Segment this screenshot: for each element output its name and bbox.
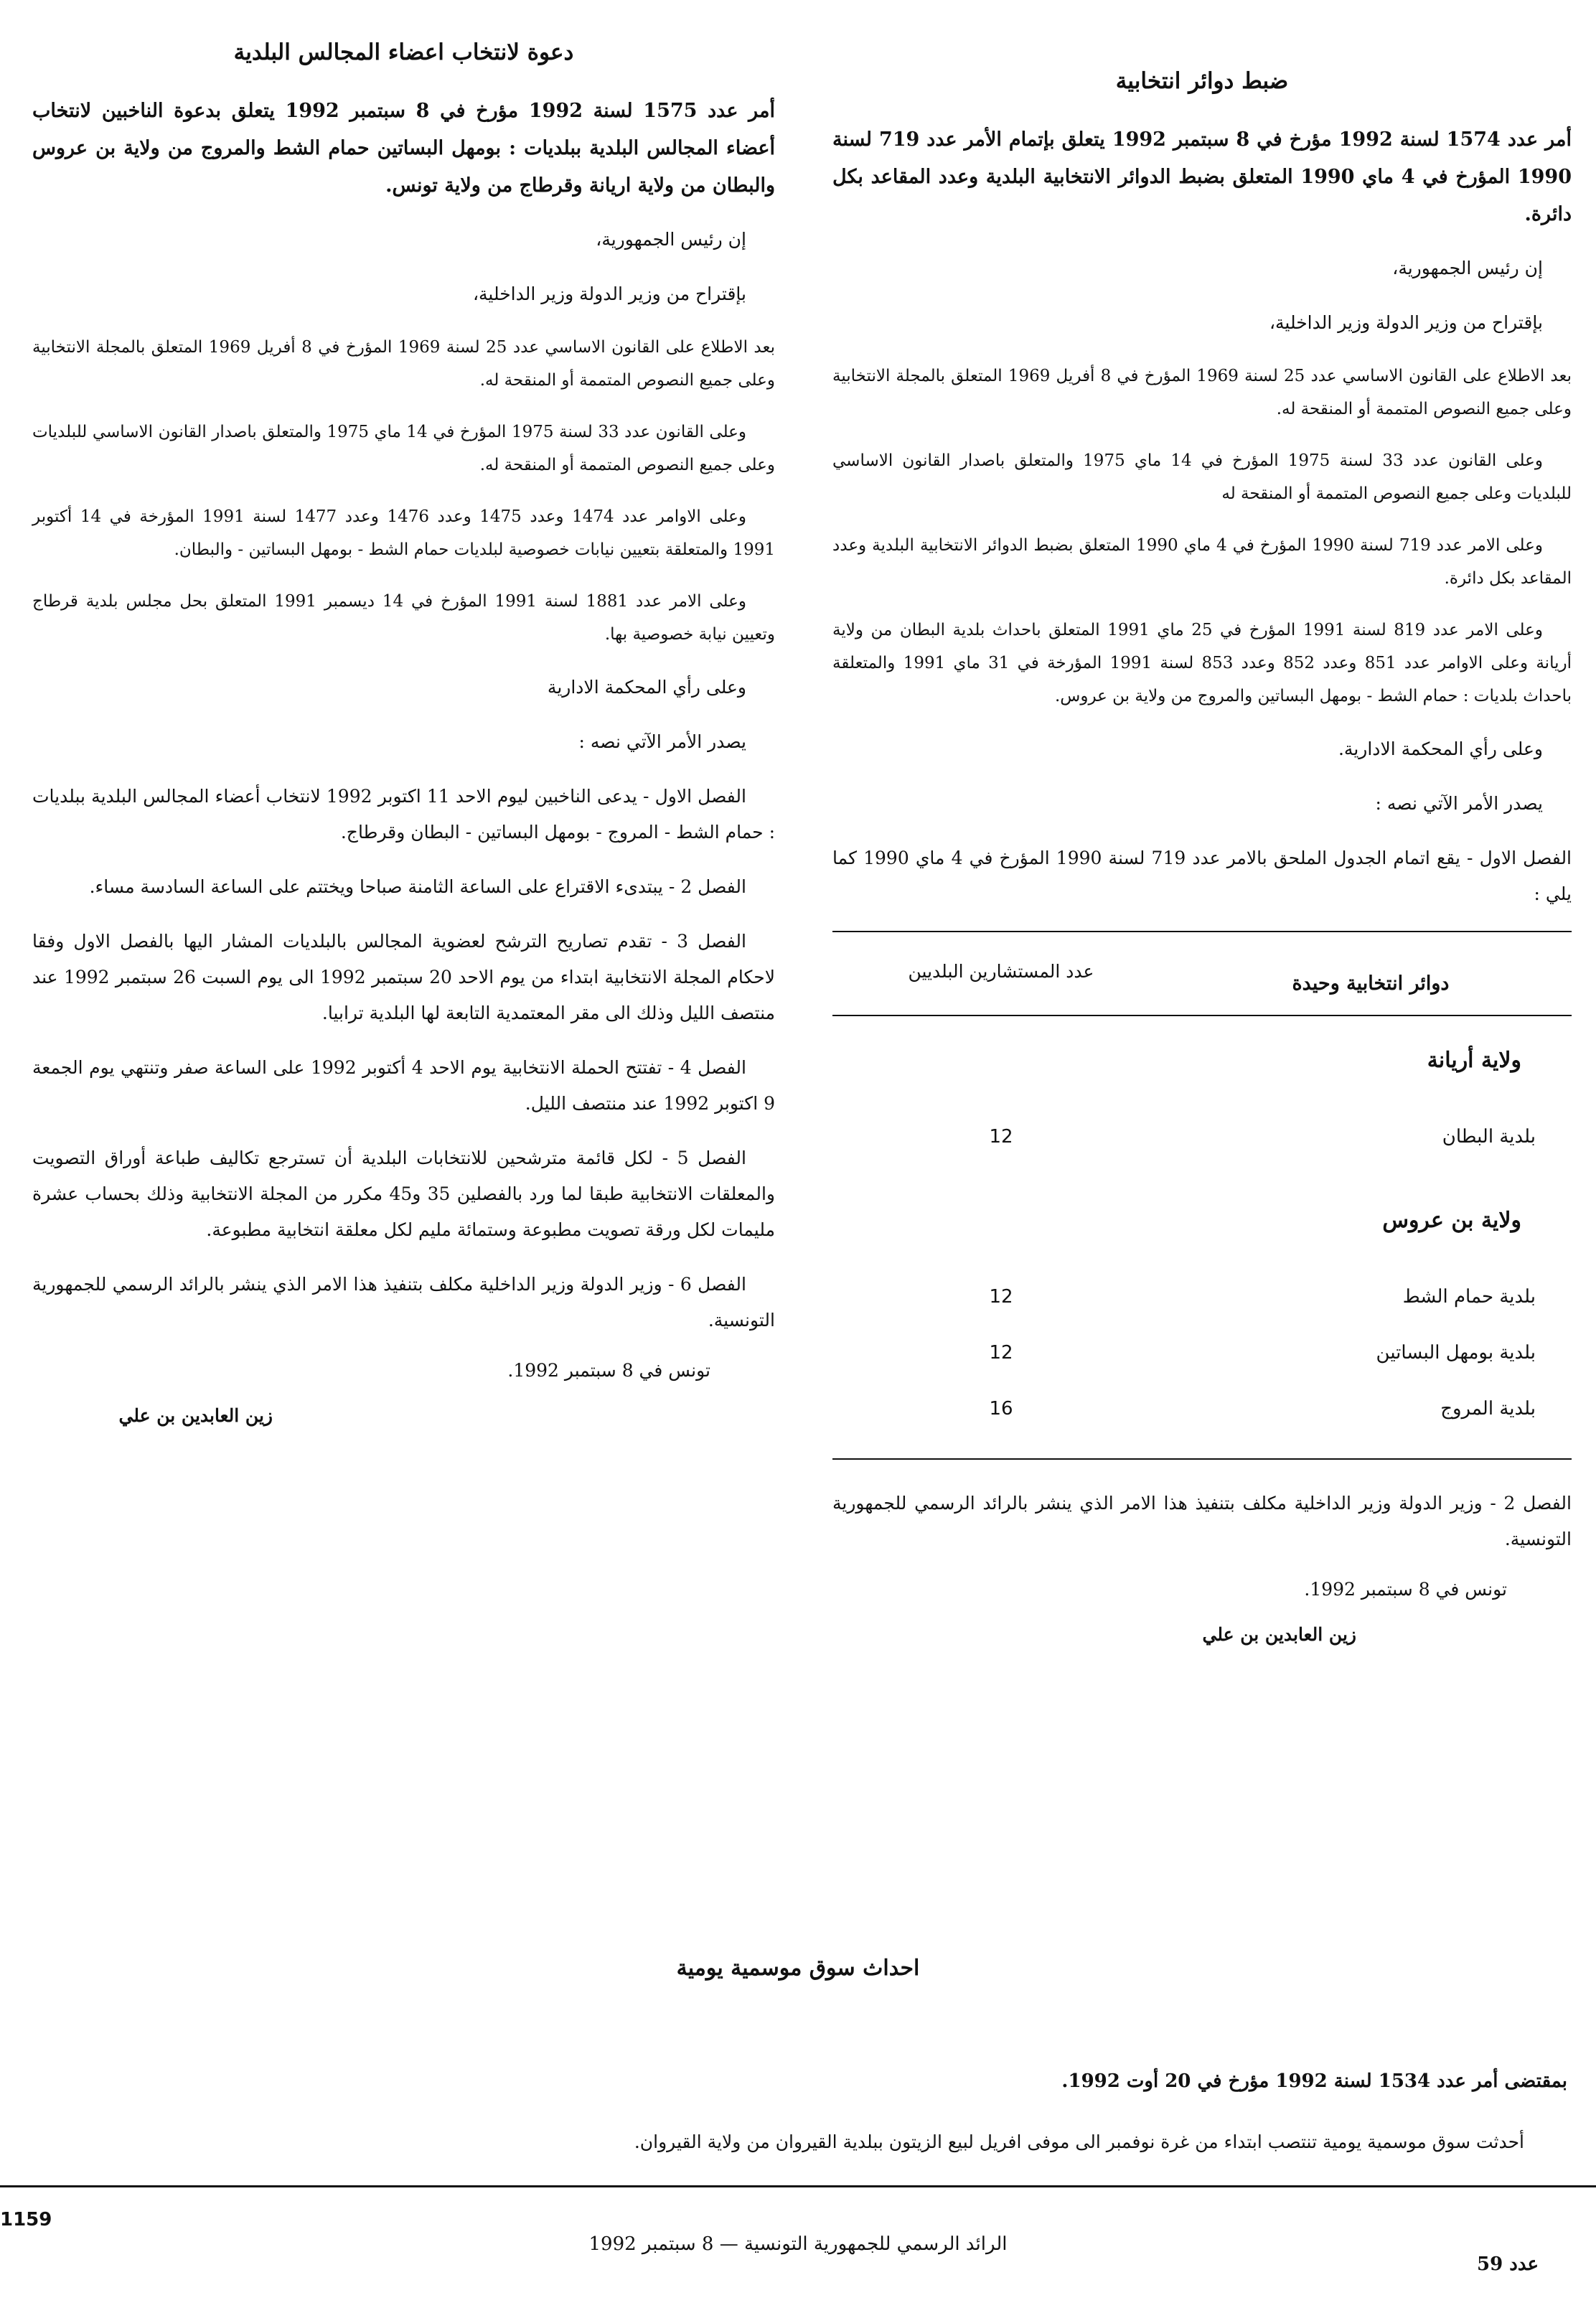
decree-1574-lead: أمر عدد 1574 لسنة 1992 مؤرخ في 8 سبتمبر 1992 يتعلق بإتمام الأمر عدد 719 لسنة 1990 المؤرخ في 4 ماي 1990 المتعلق بضبط الدوائر الانتخابية البلدية وعدد المقاعد بكل دائرة. [832, 128, 1572, 225]
right-column-title: ضبط دوائر انتخابية [1115, 68, 1289, 94]
municipality-name: بلدية حمام الشط [1402, 1286, 1536, 1308]
table-header-councillors: عدد المستشارين البلديين [908, 961, 1094, 982]
constituency-table [832, 931, 1572, 1460]
signature: زين العابدين بن علي [118, 1405, 273, 1426]
journal-footer: الرائد الرسمي للجمهورية التونسية — 8 سبتمبر 1992 [588, 2233, 1008, 2255]
market-title: احداث سوق موسمية يومية [676, 1956, 920, 1981]
paragraph: وعلى رأي المحكمة الادارية. [1338, 738, 1543, 759]
closing-article: الفصل 2 - وزير الدولة وزير الداخلية مكلف بتنفيذ هذا الامر الذي ينشر بالرائد الرسمي للجمهورية التونسية. [832, 1493, 1572, 1549]
paragraph: الفصل الاول - يقع اتمام الجدول الملحق بالامر عدد 719 لسنة 1990 المؤرخ في 4 ماي 1990 كما يلي : [832, 848, 1572, 904]
table-row [832, 1269, 1572, 1325]
paragraph: إن رئيس الجمهورية، [1392, 258, 1543, 278]
paragraph: بإقتراح من وزير الدولة وزير الداخلية، [1269, 312, 1543, 333]
table-row [832, 1381, 1572, 1437]
paragraph: وعلى القانون عدد 33 لسنة 1975 المؤرخ في 14 ماي 1975 والمتعلق باصدار القانون الاساسي للبلديات وعلى جميع النصوص المتممة أو المنقحة له [832, 451, 1572, 503]
article-2: الفصل 2 - يبتدىء الاقتراع على الساعة الثامنة صباحا ويختتم على الساعة السادسة مساء. [89, 876, 746, 897]
municipality-name: بلدية البطان [1442, 1126, 1536, 1148]
paragraph: إن رئيس الجمهورية، [596, 229, 746, 250]
municipality-name: بلدية المروج [1440, 1398, 1536, 1420]
paragraph: يصدر الأمر الآتي نصه : [1375, 793, 1543, 814]
paragraph: بعد الاطلاع على القانون الاساسي عدد 25 لسنة 1969 المؤرخ في 8 أفريل 1969 المتعلق بالمجلة الانتخابية وعلى جميع النصوص المتممة أو المنقحة له. [832, 367, 1572, 418]
region-ben-arous: ولاية بن عروس [1382, 1208, 1521, 1233]
table-row [832, 1109, 1572, 1165]
footer-rule [0, 2185, 1596, 2187]
municipality-name: بلدية بومهل البساتين [1376, 1342, 1536, 1364]
left-column [32, 39, 775, 1426]
paragraph: وعلى الامر عدد 819 لسنة 1991 المؤرخ في 25 ماي 1991 المتعلق باحداث بلدية البطان من ولاية أريانة وعلى الاوامر عدد 851 وعدد 852 وعدد 853 لسنة 1991 المؤرخة في 31 ماي 1991 والمتعلقة باحداث بلديات : حمام الشط - بومهل البساتين والمروج من ولاية بن عروس. [832, 621, 1572, 705]
paragraph: وعلى الامر عدد 719 لسنة 1990 المؤرخ في 4 ماي 1990 المتعلق بضبط الدوائر الانتخابية البلدية وعدد المقاعد بكل دائرة. [832, 536, 1572, 588]
signature: زين العابدين بن علي [1202, 1624, 1356, 1645]
issue-number: عدد 59 [1477, 2253, 1539, 2275]
article-5: الفصل 5 - لكل قائمة مترشحين للانتخابات البلدية أن تسترجع تكاليف طباعة أوراق التصويت والمعلقات الانتخابية طبقا لما ورد بالفصلين 35 و45 مكرر من المجلة الانتخابية وذلك بحساب عشرة مليمات لكل ورقة تصويت مطبوعة وستمائة مليم لكل معلقة انتخابية مطبوعة. [32, 1148, 775, 1240]
page-number: 1159 [0, 2209, 52, 2230]
date-line: تونس في 8 سبتمبر 1992. [1304, 1579, 1507, 1600]
market-lead: بمقتضى أمر عدد 1534 لسنة 1992 مؤرخ في 20 أوت 1992. [1061, 2070, 1567, 2092]
paragraph: وعلى الامر عدد 1881 لسنة 1991 المؤرخ في 14 ديسمبر 1991 المتعلق بحل مجلس بلدية قرطاج وتعيين نيابة خصوصية بها. [32, 592, 775, 644]
paragraph: وعلى رأي المحكمة الادارية [547, 677, 746, 698]
right-column [832, 68, 1572, 1645]
region-ariana: ولاية أريانة [1427, 1048, 1521, 1073]
article-1: الفصل الاول - يدعى الناخبين ليوم الاحد 11 اكتوبر 1992 لانتخاب أعضاء المجالس البلدية ببلديات : حمام الشط - المروج - بومهل البساتين - البطان وقرطاج. [32, 786, 775, 843]
left-column-title: دعوة لانتخاب اعضاء المجالس البلدية [233, 39, 574, 65]
councillor-count: 12 [989, 1126, 1013, 1148]
date-line: تونس في 8 سبتمبر 1992. [507, 1360, 710, 1381]
councillor-count: 12 [989, 1342, 1013, 1364]
article-4: الفصل 4 - تفتتح الحملة الانتخابية يوم الاحد 4 أكتوبر 1992 على الساعة صفر وتنتهي يوم الجمعة 9 اكتوبر 1992 عند منتصف الليل. [32, 1057, 775, 1114]
paragraph: يصدر الأمر الآتي نصه : [578, 731, 746, 752]
table-header [832, 932, 1572, 1016]
table-bottom-rule [832, 1458, 1572, 1460]
councillor-count: 12 [989, 1286, 1013, 1308]
table-header-constituencies: دوائر انتخابية وحيدة [1292, 972, 1450, 995]
article-6: الفصل 6 - وزير الدولة وزير الداخلية مكلف بتنفيذ هذا الامر الذي ينشر بالرائد الرسمي للجمهورية التونسية. [32, 1274, 775, 1331]
market-body: أحدثت سوق موسمية يومية تنتصب ابتداء من غرة نوفمبر الى موفى افريل لبيع الزيتون ببلدية القيروان من ولاية القيروان. [634, 2131, 1524, 2152]
decree-1575-lead: أمر عدد 1575 لسنة 1992 مؤرخ في 8 سبتمبر 1992 يتعلق بدعوة الناخبين لانتخاب أعضاء المجالس البلدية ببلديات : بومهل البساتين حمام الشط والمروج من ولاية بن عروس والبطان من ولاية اريانة وقرطاج من ولاية تونس. [32, 100, 775, 197]
table-row [832, 1325, 1572, 1381]
paragraph: وعلى الاوامر عدد 1474 وعدد 1475 وعدد 1476 وعدد 1477 لسنة 1991 المؤرخة في 14 أكتوبر 1991 والمتعلقة بتعيين نيابات خصوصية لبلديات حمام الشط - بومهل البساتين - والبطان. [32, 507, 775, 559]
paragraph: وعلى القانون عدد 33 لسنة 1975 المؤرخ في 14 ماي 1975 والمتعلق باصدار القانون الاساسي للبلديات وعلى جميع النصوص المتممة أو المنقحة له. [32, 423, 775, 474]
article-3: الفصل 3 - تقدم تصاريح الترشح لعضوية المجالس بالبلديات المشار اليها بالفصل الاول وفقا لاحكام المجلة الانتخابية ابتداء من يوم الاحد 20 سبتمبر 1992 الى يوم السبت 26 سبتمبر 1992 عند منتصف الليل وذلك الى مقر المعتمدية التابعة لها البلدية ترابيا. [32, 931, 775, 1023]
councillor-count: 16 [989, 1398, 1013, 1420]
paragraph: بعد الاطلاع على القانون الاساسي عدد 25 لسنة 1969 المؤرخ في 8 أفريل 1969 المتعلق بالمجلة الانتخابية وعلى جميع النصوص المتممة أو المنقحة له. [32, 338, 775, 390]
paragraph: بإقتراح من وزير الدولة وزير الداخلية، [472, 283, 746, 304]
